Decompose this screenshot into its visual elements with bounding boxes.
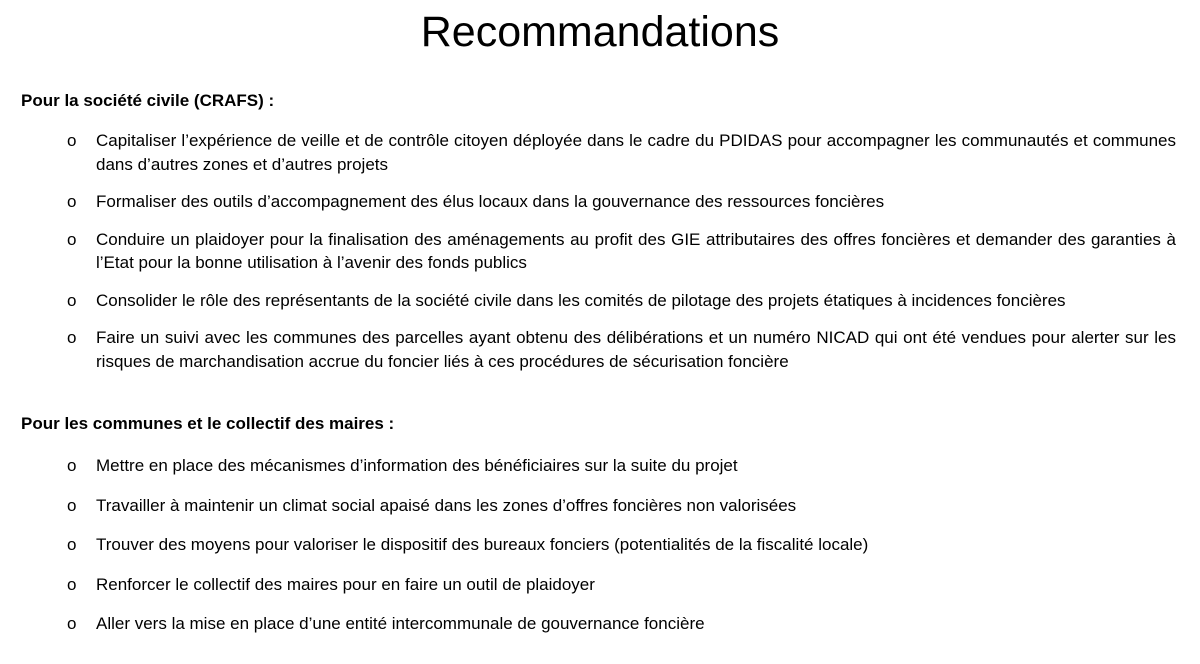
bullet-marker: o xyxy=(67,290,77,310)
bullet-marker: o xyxy=(67,535,77,554)
bullet-marker: o xyxy=(67,614,77,633)
list-item-text: Mettre en place des mécanismes d’information des bénéficiaires sur la suite du projet xyxy=(96,456,738,475)
list-item xyxy=(0,494,1200,518)
list-item xyxy=(0,612,1200,636)
civil-society-recommendations-list xyxy=(0,129,1200,387)
list-item xyxy=(0,190,1200,214)
list-item-text: Aller vers la mise en place d’une entité intercommunale de gouvernance foncière xyxy=(96,614,705,633)
bullet-marker: o xyxy=(67,574,77,594)
list-item-text: Travailler à maintenir un climat social apaisé dans les zones d’offres foncières non valorisées xyxy=(96,495,797,515)
list-item xyxy=(0,533,1200,557)
bullet-marker: o xyxy=(67,229,77,249)
bullet-marker: o xyxy=(67,328,77,347)
page-title: Recommandations xyxy=(420,8,780,56)
list-item-text: Formaliser des outils d’accompagnement des élus locaux dans la gouvernance des ressources foncières xyxy=(96,192,885,211)
section-heading-communes: Pour les communes et le collectif des maires : xyxy=(21,414,395,433)
section-heading-civil-society: Pour la société civile (CRAFS) : xyxy=(21,91,275,110)
list-item-text: Renforcer le collectif des maires pour en faire un outil de plaidoyer xyxy=(96,574,595,594)
bullet-marker: o xyxy=(67,192,77,211)
list-item-text: Trouver des moyens pour valoriser le dispositif des bureaux fonciers (potentialités de la fiscalité locale) xyxy=(96,535,869,554)
list-item xyxy=(0,573,1200,597)
bullet-marker: o xyxy=(67,495,77,515)
list-item-text: Faire un suivi avec les communes des parcelles ayant obtenu des délibérations et un numéro NICAD qui ont été vendues pour alerter sur les risques de marchandisation accrue du foncier liés à ces procédures de sécurisation foncière xyxy=(96,328,1176,371)
list-item-text: Conduire un plaidoyer pour la finalisation des aménagements au profit des GIE attributaires des offres foncières et demander des garanties à l’Etat pour la bonne utilisation à l’avenir des fonds publics xyxy=(96,229,1176,272)
list-item xyxy=(0,129,1200,176)
bullet-marker: o xyxy=(67,456,77,475)
communes-recommendations-list xyxy=(0,454,1200,652)
list-item xyxy=(0,289,1200,313)
list-item xyxy=(0,228,1200,275)
bullet-marker: o xyxy=(67,131,77,150)
list-item xyxy=(0,326,1200,373)
list-item-text: Capitaliser l’expérience de veille et de contrôle citoyen déployée dans le cadre du PDIDAS pour accompagner les communautés et communes dans d’autres zones et d’autres projets xyxy=(96,131,1176,174)
list-item xyxy=(0,454,1200,478)
list-item-text: Consolider le rôle des représentants de la société civile dans les comités de pilotage des projets étatiques à incidences foncières xyxy=(96,290,1066,310)
